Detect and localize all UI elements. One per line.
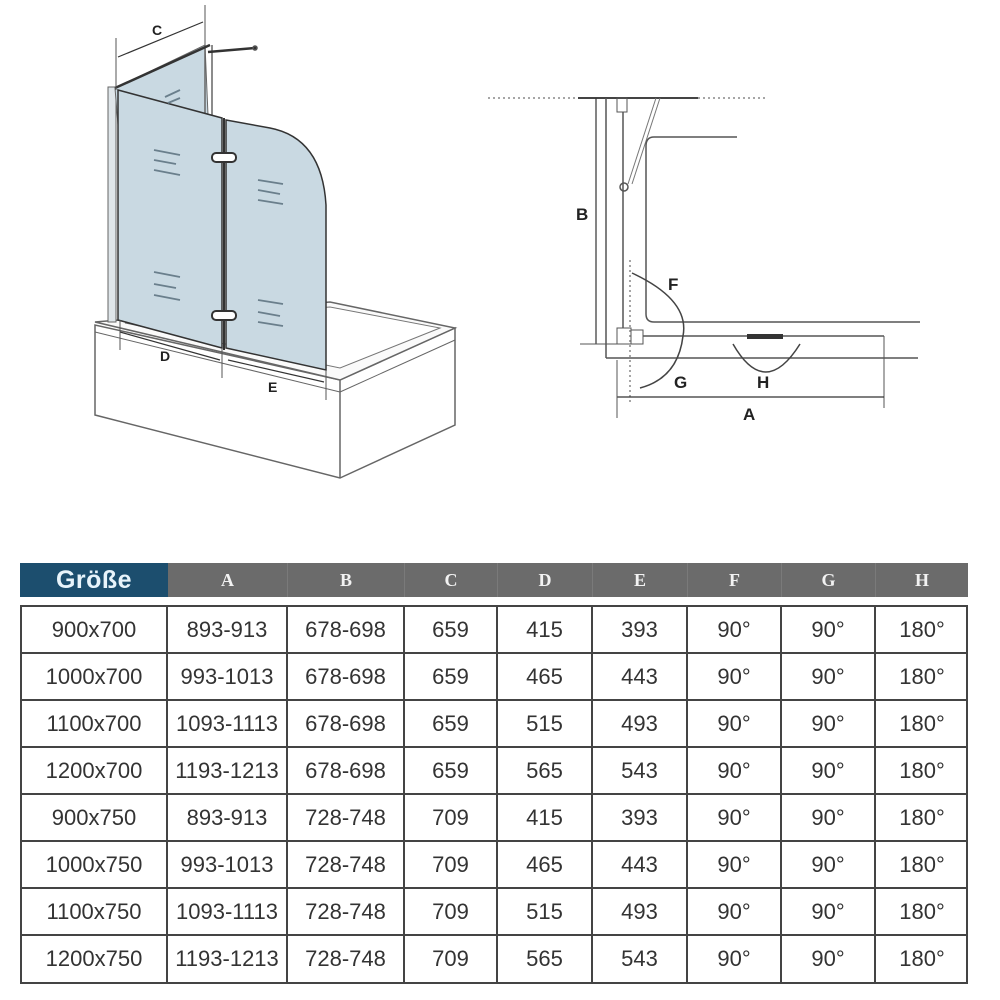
cell-a: 1193-1213 — [168, 748, 288, 793]
cell-size: 1200x750 — [22, 936, 168, 982]
cell-g: 90° — [782, 654, 876, 699]
cell-h: 180° — [899, 757, 945, 783]
cell-g: 90° — [782, 607, 876, 652]
header-a: A — [168, 563, 288, 597]
cell-f: 90° — [688, 795, 782, 840]
header-e: E — [593, 563, 688, 597]
cell-e: 393 — [593, 607, 688, 652]
cell-g: 90° — [782, 936, 876, 982]
header-c: C — [405, 563, 498, 597]
cell-e: 443 — [593, 654, 688, 699]
cell-e: 543 — [593, 936, 688, 982]
cell-c: 659 — [405, 701, 498, 746]
cell-b: 678-698 — [288, 607, 405, 652]
cell-f: 90° — [688, 748, 782, 793]
cell-h: 180° — [899, 710, 945, 736]
cell-h: 180° — [899, 946, 945, 971]
isometric-shower-screen-drawing — [95, 5, 455, 478]
cell-d: 565 — [498, 936, 593, 982]
header-size: Größe — [20, 563, 168, 597]
cell-size: 1100x700 — [22, 701, 168, 746]
cell-b: 678-698 — [288, 701, 405, 746]
cell-h: 180° — [899, 804, 945, 830]
cell-h: 180° — [899, 616, 945, 642]
cell-d: 515 — [498, 889, 593, 934]
cell-d: 465 — [498, 654, 593, 699]
table-header-row — [20, 563, 968, 597]
cell-h: 180° — [899, 851, 945, 877]
cell-e: 393 — [593, 795, 688, 840]
cell-e: 493 — [593, 889, 688, 934]
table-row — [22, 842, 966, 889]
cell-c: 709 — [405, 936, 498, 982]
cell-c: 709 — [405, 842, 498, 887]
cell-f: 90° — [688, 842, 782, 887]
plan-view-drawing — [488, 98, 920, 418]
cell-f: 90° — [688, 889, 782, 934]
cell-b: 728-748 — [288, 936, 405, 982]
table-row — [22, 795, 966, 842]
cell-c: 659 — [405, 748, 498, 793]
header-b: B — [288, 563, 405, 597]
label-d: D — [160, 348, 171, 364]
table-row — [22, 748, 966, 795]
cell-a: 1193-1213 — [168, 936, 288, 982]
cell-e: 493 — [593, 701, 688, 746]
table-body — [20, 605, 968, 984]
cell-d: 465 — [498, 842, 593, 887]
cell-h: 180° — [899, 663, 945, 689]
table-row — [22, 889, 966, 936]
label-c: C — [152, 22, 163, 38]
cell-b: 728-748 — [288, 842, 405, 887]
cell-a: 1093-1113 — [168, 889, 288, 934]
cell-d: 415 — [498, 795, 593, 840]
cell-size: 1000x700 — [22, 654, 168, 699]
cell-size: 1000x750 — [22, 842, 168, 887]
cell-d: 515 — [498, 701, 593, 746]
cell-d: 415 — [498, 607, 593, 652]
cell-b: 678-698 — [288, 748, 405, 793]
cell-c: 659 — [405, 654, 498, 699]
cell-size: 900x750 — [22, 795, 168, 840]
cell-c: 659 — [405, 607, 498, 652]
cell-a: 993-1013 — [168, 842, 288, 887]
size-spec-table — [20, 563, 968, 984]
cell-f: 90° — [688, 936, 782, 982]
cell-b: 728-748 — [288, 795, 405, 840]
cell-g: 90° — [782, 842, 876, 887]
cell-f: 90° — [688, 654, 782, 699]
cell-e: 543 — [593, 748, 688, 793]
label-e: E — [268, 379, 278, 395]
cell-a: 993-1013 — [168, 654, 288, 699]
cell-a: 893-913 — [168, 795, 288, 840]
cell-f: 90° — [688, 701, 782, 746]
cell-d: 565 — [498, 748, 593, 793]
table-row — [22, 701, 966, 748]
cell-size: 1100x750 — [22, 889, 168, 934]
label-g: G — [674, 373, 688, 392]
cell-e: 443 — [593, 842, 688, 887]
cell-c: 709 — [405, 889, 498, 934]
header-d: D — [498, 563, 593, 597]
cell-a: 1093-1113 — [168, 701, 288, 746]
cell-g: 90° — [782, 795, 876, 840]
cell-g: 90° — [782, 889, 876, 934]
table-row — [22, 607, 966, 654]
cell-b: 728-748 — [288, 889, 405, 934]
label-b: B — [576, 205, 589, 224]
label-a: A — [743, 405, 756, 424]
table-row — [22, 936, 966, 982]
cell-g: 90° — [782, 701, 876, 746]
table-row — [22, 654, 966, 701]
header-f: F — [688, 563, 782, 597]
cell-size: 1200x700 — [22, 748, 168, 793]
header-h: H — [876, 563, 968, 597]
cell-h: 180° — [899, 898, 945, 924]
label-f: F — [668, 275, 679, 294]
label-h: H — [757, 373, 770, 392]
cell-size: 900x700 — [22, 607, 168, 652]
cell-a: 893-913 — [168, 607, 288, 652]
cell-c: 709 — [405, 795, 498, 840]
cell-g: 90° — [782, 748, 876, 793]
cell-f: 90° — [688, 607, 782, 652]
header-g: G — [782, 563, 876, 597]
cell-b: 678-698 — [288, 654, 405, 699]
